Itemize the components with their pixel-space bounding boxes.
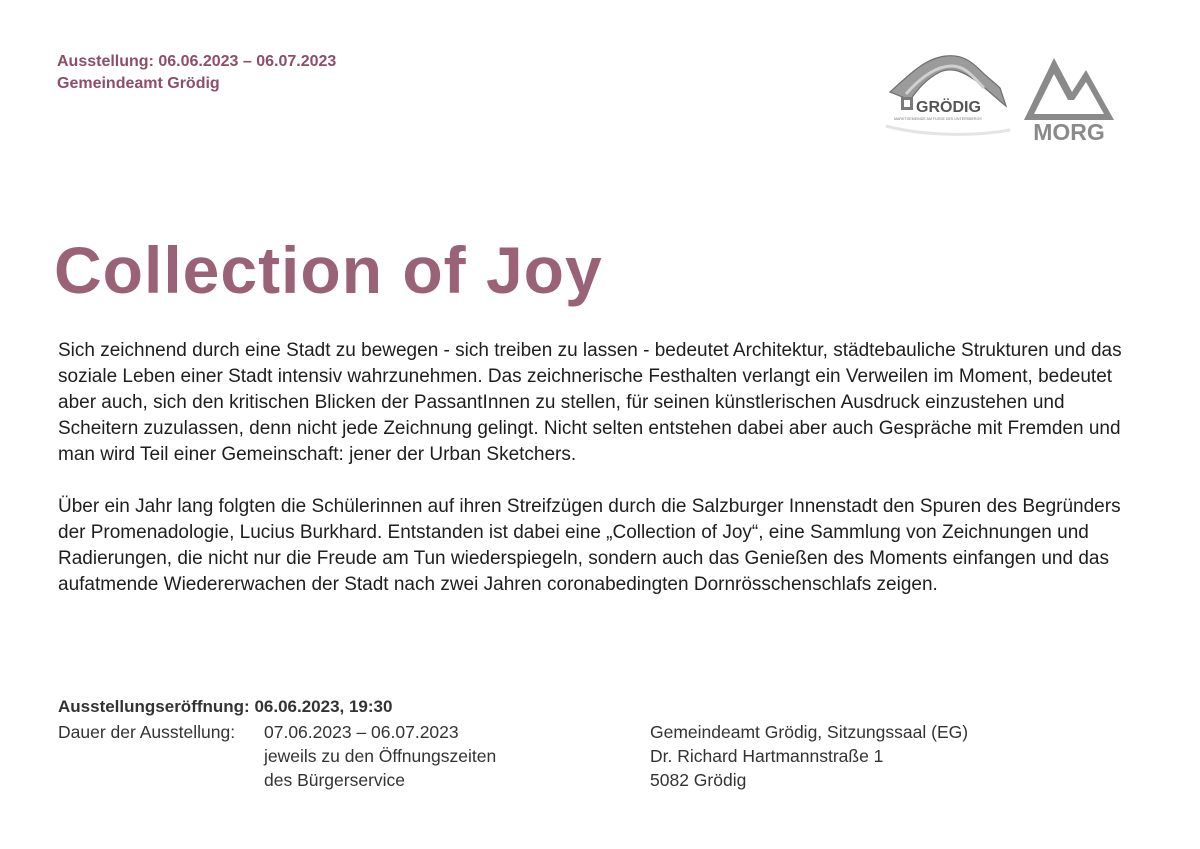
groedig-logo xyxy=(886,56,1010,135)
opening-info: Ausstellungseröffnung: 06.06.2023, 19:30 xyxy=(58,697,393,716)
groedig-logo-text: GRÖDIG xyxy=(916,99,981,116)
logos xyxy=(876,48,1126,144)
morg-logo xyxy=(1024,58,1114,144)
duration-lines xyxy=(264,720,496,792)
paragraph-1: Sich zeichnend durch eine Stadt zu bewegen - sich treiben zu lassen - bedeutet Architektur, städtebauliche Strukturen und das soziale Leben einer Stadt intensiv wahrzunehmen. Das zeichnerische Festhalten verlangt ein Verweilen im Moment, bedeutet aber auch, sich den kritischen Blicken der PassantInnen zu stellen, für seinen künstlerischen Ausdruck einzustehen und Scheitern zuzulassen, denn nicht jede Zeichnung gelingt. Nicht selten entstehen dabei aber auch Gespräche mit Fremden und man wird Teil einer Gemeinschaft: jener der Urban Sketchers. xyxy=(58,340,1122,465)
address-line: 5082 Grödig xyxy=(650,770,747,790)
address-line: Dr. Richard Hartmannstraße 1 xyxy=(650,746,884,766)
page-title: Collection of Joy xyxy=(54,233,603,307)
duration-line: jeweils zu den Öffnungszeiten xyxy=(264,746,497,766)
morg-logo-text: MORG xyxy=(1033,119,1105,144)
exhibition-dates: Ausstellung: 06.06.2023 – 06.07.2023 xyxy=(57,53,337,70)
duration-line: 07.06.2023 – 06.07.2023 xyxy=(264,722,459,742)
header-info xyxy=(57,51,336,95)
address-line: Gemeindeamt Grödig, Sitzungssaal (EG) xyxy=(650,722,969,742)
duration-line: des Bürgerservice xyxy=(264,770,406,790)
venue-name: Gemeindeamt Grödig xyxy=(57,75,220,92)
morg-logo-small-text: GRÖDIG xyxy=(1086,115,1107,121)
paragraph-2: Über ein Jahr lang folgten die Schülerinnen auf ihren Streifzügen durch die Salzburger Innenstadt den Spuren des Begründers der Promenadologie, Lucius Burkhard. Entstanden ist dabei eine „Collection of Joy“, eine Sammlung von Zeichnungen und Radierungen, die nicht nur die Freude am Tun wiederspiegeln, sondern auch das Genießen des Moments einfangen und das aufatmende Wiedererwachen der Stadt nach zwei Jahren coronabedingten Dornrösschenschlafs zeigen. xyxy=(58,496,1121,595)
groedig-logo-tagline: MARKTGEMEINDE AM FUSSE DES UNTERSBERGS xyxy=(894,117,982,121)
duration-label: Dauer der Ausstellung: xyxy=(58,722,236,742)
address-block xyxy=(650,720,968,792)
body-text xyxy=(58,338,1128,624)
logo-graphics xyxy=(876,48,1126,144)
